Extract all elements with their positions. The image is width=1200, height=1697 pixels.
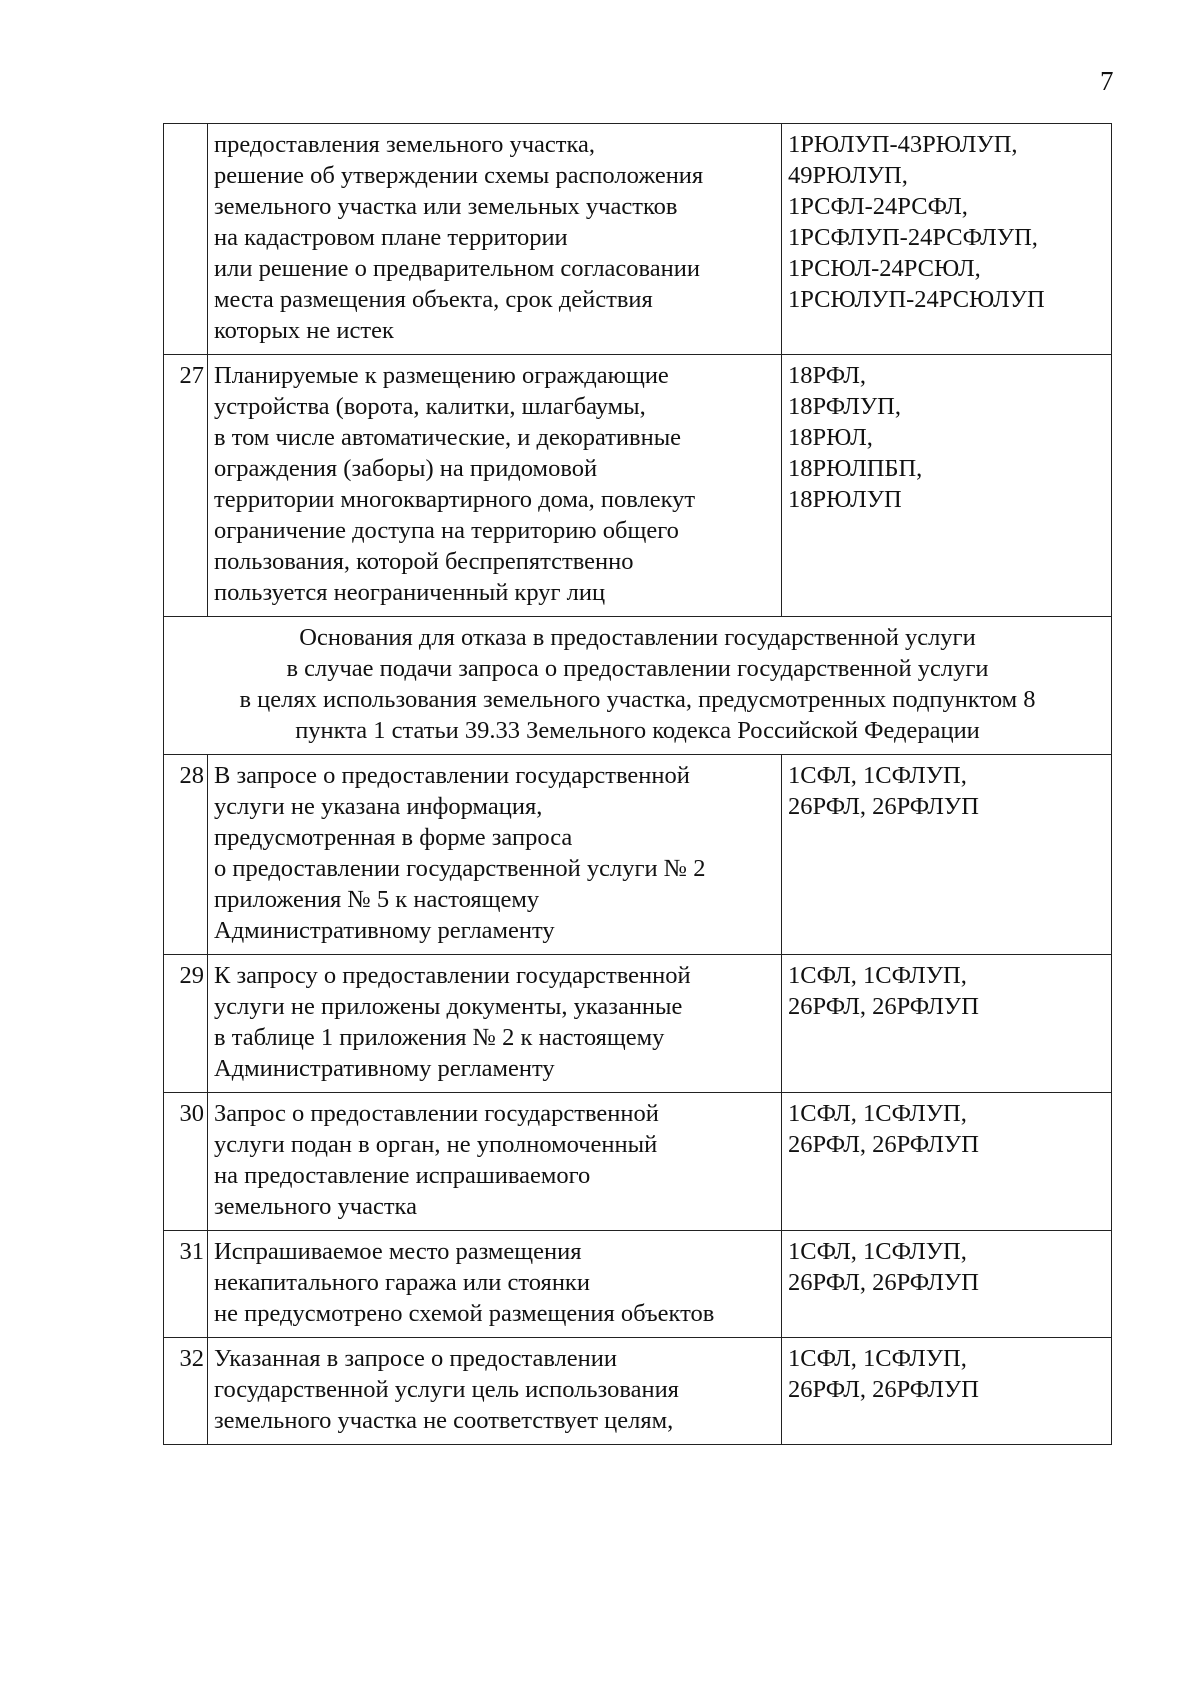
description-line: предоставления земельного участка, bbox=[214, 131, 596, 158]
row-number: 29 bbox=[164, 955, 208, 1093]
section-heading-line: в целях использования земельного участка, предусмотренных подпунктом 8 bbox=[239, 686, 1036, 713]
description-line: земельного участка не соответствует целям, bbox=[214, 1407, 674, 1434]
description-line: места размещения объекта, срок действия bbox=[214, 286, 653, 313]
section-heading-line: в случае подачи запроса о предоставлении государственной услуги bbox=[286, 655, 989, 682]
table-row bbox=[164, 124, 1112, 355]
description-line: некапитального гаража или стоянки bbox=[214, 1269, 590, 1296]
code-line: 18РЮЛ, bbox=[788, 424, 873, 451]
code-line: 18РФЛ, bbox=[788, 362, 866, 389]
description-line: решение об утверждении схемы расположения bbox=[214, 162, 704, 189]
row-number: 28 bbox=[164, 755, 208, 955]
row-description bbox=[208, 1093, 782, 1231]
table-row bbox=[164, 1338, 1112, 1445]
description-line: ограничение доступа на территорию общего bbox=[214, 517, 679, 544]
description-line: предусмотренная в форме запроса bbox=[214, 824, 573, 851]
description-line: в том числе автоматические, и декоративные bbox=[214, 424, 682, 451]
description-line: на предоставление испрашиваемого bbox=[214, 1162, 591, 1189]
code-line: 26РФЛ, 26РФЛУП bbox=[788, 1269, 979, 1296]
description-line: устройства (ворота, калитки, шлагбаумы, bbox=[214, 393, 646, 420]
description-line: ограждения (заборы) на придомовой bbox=[214, 455, 598, 482]
row-number bbox=[164, 124, 208, 355]
table-row bbox=[164, 755, 1112, 955]
code-line: 1СФЛ, 1СФЛУП, bbox=[788, 1238, 967, 1265]
description-line: земельного участка или земельных участков bbox=[214, 193, 678, 220]
page-number: 7 bbox=[1100, 66, 1114, 96]
description-line: пользуется неограниченный круг лиц bbox=[214, 579, 606, 606]
section-heading-body bbox=[164, 617, 1112, 755]
row-number: 30 bbox=[164, 1093, 208, 1231]
row-codes bbox=[782, 1338, 1112, 1445]
description-line: или решение о предварительном согласовании bbox=[214, 255, 701, 282]
code-line: 1СФЛ, 1СФЛУП, bbox=[788, 1345, 967, 1372]
table-row bbox=[164, 955, 1112, 1093]
row-description bbox=[208, 755, 782, 955]
description-line: в таблице 1 приложения № 2 к настоящему bbox=[214, 1024, 665, 1051]
description-line: услуги не приложены документы, указанные bbox=[214, 993, 683, 1020]
code-line: 1РСЮЛУП-24РСЮЛУП bbox=[788, 286, 1045, 313]
table-row bbox=[164, 355, 1112, 617]
row-codes bbox=[782, 124, 1112, 355]
description-line: Испрашиваемое место размещения bbox=[214, 1238, 582, 1265]
code-line: 26РФЛ, 26РФЛУП bbox=[788, 1131, 979, 1158]
section-heading-row bbox=[164, 617, 1112, 755]
description-line: Планируемые к размещению ограждающие bbox=[214, 362, 669, 389]
table-row bbox=[164, 1231, 1112, 1338]
code-line: 1СФЛ, 1СФЛУП, bbox=[788, 762, 967, 789]
description-line: К запросу о предоставлении государственной bbox=[214, 962, 691, 989]
row-number: 27 bbox=[164, 355, 208, 617]
code-line: 1РСФЛУП-24РСФЛУП, bbox=[788, 224, 1038, 251]
table-body-after-heading bbox=[164, 755, 1112, 1445]
row-codes bbox=[782, 955, 1112, 1093]
table-body-before-heading bbox=[164, 124, 1112, 617]
code-line: 26РФЛ, 26РФЛУП bbox=[788, 993, 979, 1020]
description-line: о предоставлении государственной услуги № 2 bbox=[214, 855, 706, 882]
description-line: государственной услуги цель использования bbox=[214, 1376, 679, 1403]
description-line: Административному регламенту bbox=[214, 1055, 555, 1082]
grounds-table bbox=[163, 123, 1112, 1445]
code-line: 49РЮЛУП, bbox=[788, 162, 908, 189]
description-line: Административному регламенту bbox=[214, 917, 555, 944]
row-description bbox=[208, 124, 782, 355]
table-row bbox=[164, 1093, 1112, 1231]
section-heading-line: пункта 1 статьи 39.33 Земельного кодекса Российской Федерации bbox=[295, 717, 980, 744]
row-number: 32 bbox=[164, 1338, 208, 1445]
description-line: приложения № 5 к настоящему bbox=[214, 886, 540, 913]
code-line: 1РСЮЛ-24РСЮЛ, bbox=[788, 255, 981, 282]
row-codes bbox=[782, 1231, 1112, 1338]
code-line: 18РЮЛПБП, bbox=[788, 455, 923, 482]
row-description bbox=[208, 1338, 782, 1445]
description-line: услуги не указана информация, bbox=[214, 793, 543, 820]
row-codes bbox=[782, 755, 1112, 955]
code-line: 18РФЛУП, bbox=[788, 393, 902, 420]
code-line: 1РСФЛ-24РСФЛ, bbox=[788, 193, 968, 220]
description-line: которых не истек bbox=[214, 317, 394, 344]
code-line: 1РЮЛУП-43РЮЛУП, bbox=[788, 131, 1018, 158]
description-line: не предусмотрено схемой размещения объектов bbox=[214, 1300, 715, 1327]
row-description bbox=[208, 955, 782, 1093]
row-codes bbox=[782, 1093, 1112, 1231]
row-number: 31 bbox=[164, 1231, 208, 1338]
code-line: 1СФЛ, 1СФЛУП, bbox=[788, 962, 967, 989]
description-line: услуги подан в орган, не уполномоченный bbox=[214, 1131, 658, 1158]
code-line: 26РФЛ, 26РФЛУП bbox=[788, 793, 979, 820]
description-line: земельного участка bbox=[214, 1193, 417, 1220]
row-description bbox=[208, 355, 782, 617]
section-heading bbox=[164, 617, 1112, 755]
code-line: 1СФЛ, 1СФЛУП, bbox=[788, 1100, 967, 1127]
description-line: на кадастровом плане территории bbox=[214, 224, 568, 251]
code-line: 18РЮЛУП bbox=[788, 486, 902, 513]
code-line: 26РФЛ, 26РФЛУП bbox=[788, 1376, 979, 1403]
description-line: Указанная в запросе о предоставлении bbox=[214, 1345, 618, 1372]
description-line: В запросе о предоставлении государственной bbox=[214, 762, 690, 789]
description-line: пользования, которой беспрепятственно bbox=[214, 548, 634, 575]
description-line: территории многоквартирного дома, повлекут bbox=[214, 486, 696, 513]
section-heading-line: Основания для отказа в предоставлении государственной услуги bbox=[299, 624, 976, 651]
row-description bbox=[208, 1231, 782, 1338]
description-line: Запрос о предоставлении государственной bbox=[214, 1100, 659, 1127]
row-codes bbox=[782, 355, 1112, 617]
